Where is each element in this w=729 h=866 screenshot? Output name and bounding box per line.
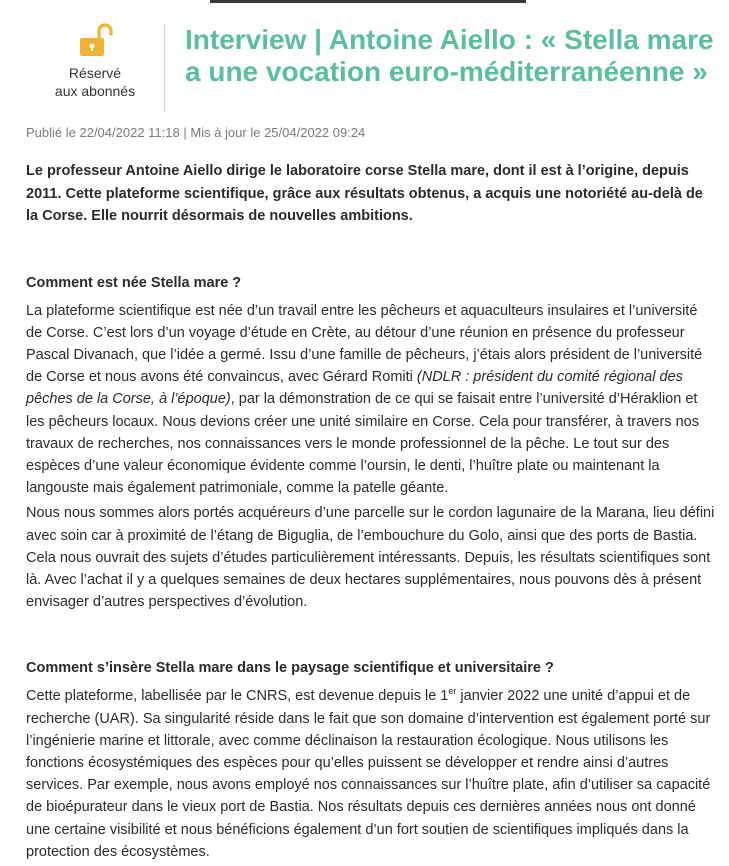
- answer-1-text-a: La plateforme scientifique est née d’un travail entre les pêcheurs et aquaculteurs insulaires et l’université de Corse. C’est lors d’un voyage d’étude en Crète, au détour d’une réunion en présence du professeur Pascal Divanach, que l’idée a germé. Issu d’une famille de pêcheurs, j’étais alors président de l’université de Corse et nous avons été convaincus, avec Gérard Romiti: [26, 302, 703, 386]
- subscriber-label-line2: aux abonnés: [54, 83, 136, 99]
- answer-2-paragraph-1: [26, 685, 716, 863]
- header-divider: [164, 24, 165, 112]
- article-lead: Le professeur Antoine Aiello dirige le laboratoire corse Stella mare, dont il est à l’origine, depuis 2011. Cette plateforme scientifique, grâce aux résultats obtenus, a acquis une notoriété au-delà de la Corse. Elle nourrit désormais de nouvelles ambitions.: [26, 163, 703, 224]
- published-date: Publié le 22/04/2022 11:18: [26, 125, 180, 140]
- article-title: Interview | Antoine Aiello : « Stella mare a une vocation euro-méditerranéenne »: [185, 24, 714, 87]
- open-padlock-icon: [77, 22, 113, 58]
- answer-1-text-b: , par la démonstration de ce qui se faisait entre l’université d’Héraklion et les pêcheurs locaux. Nous devions créer une unité similaire en Corse. Cela pour transférer, à travers nos travaux de recherches, nos connaissances vers le monde professionnel de la pêche. Le tout sur des espèces d’une valeur économique évidente comme l’oursin, le denti, l’huître plate ou maintenant la langouste mais également patrimoniale, comme la patelle géante.: [26, 391, 699, 497]
- subscriber-badge: [30, 22, 160, 100]
- answer-2-text-b: janvier 2022 une unité d’appui et de recherche (UAR). Sa singularité réside dans le fait que son domaine d’intervention est également porté sur l’ingénierie marine et littorale, avec comme déclinaison la restauration écologique. Nous utilisons les fonctions écosystémiques des espèces pour qu’elles puissent se développer et rendre ainsi d’autres services. Par exemple, nous avons employé nos connaissances sur l’huître plate, afin d’utiliser sa capacité de bioépurateur dans le vieux port de Bastia. Nos résultats depuis ces dernières années nous ont donné une certaine visibilité et nous bénéficions également d’un fort soutien de scientifiques impliqués dans la protection des écosystèmes.: [26, 688, 711, 860]
- article-header: [0, 14, 729, 114]
- answer-1-paragraph-2: Nous nous sommes alors portés acquéreurs d’une parcelle sur le cordon lagunaire de la Marana, lieu défini avec soin car à proximité de l’étang de Biguglia, de l’embouchure du Golo, ainsi que des ports de Bastia. Cela nous ouvrait des sujets d’études particulièrement intéressants. Depuis, les résultats scientifiques sont là. Avec l’achat il y a quelques semaines de deux hectares supplémentaires, nous pouvons dès à présent envisager d’autres perspectives d’évolution.: [26, 505, 715, 611]
- answer-1-paragraph-1: [26, 300, 716, 500]
- subscriber-label: [30, 64, 160, 100]
- top-image-edge: [210, 0, 526, 3]
- article-body: [26, 160, 716, 866]
- question-2: Comment s’insère Stella mare dans le paysage scientifique et universitaire ?: [26, 660, 554, 677]
- date-separator: |: [183, 125, 187, 140]
- editor-note: (NDLR : président du comité régional des pêches de la Corse, à l’époque): [26, 369, 683, 408]
- answer-2-text-a: Cette plateforme, labellisée par le CNRS, est devenue depuis le 1: [26, 688, 449, 705]
- question-1: Comment est née Stella mare ?: [26, 274, 242, 291]
- article-dates: [26, 125, 365, 140]
- subscriber-label-line1: Réservé: [68, 65, 122, 81]
- ordinal-superscript: er: [448, 686, 457, 697]
- updated-date: Mis à jour le 25/04/2022 09:24: [190, 125, 366, 140]
